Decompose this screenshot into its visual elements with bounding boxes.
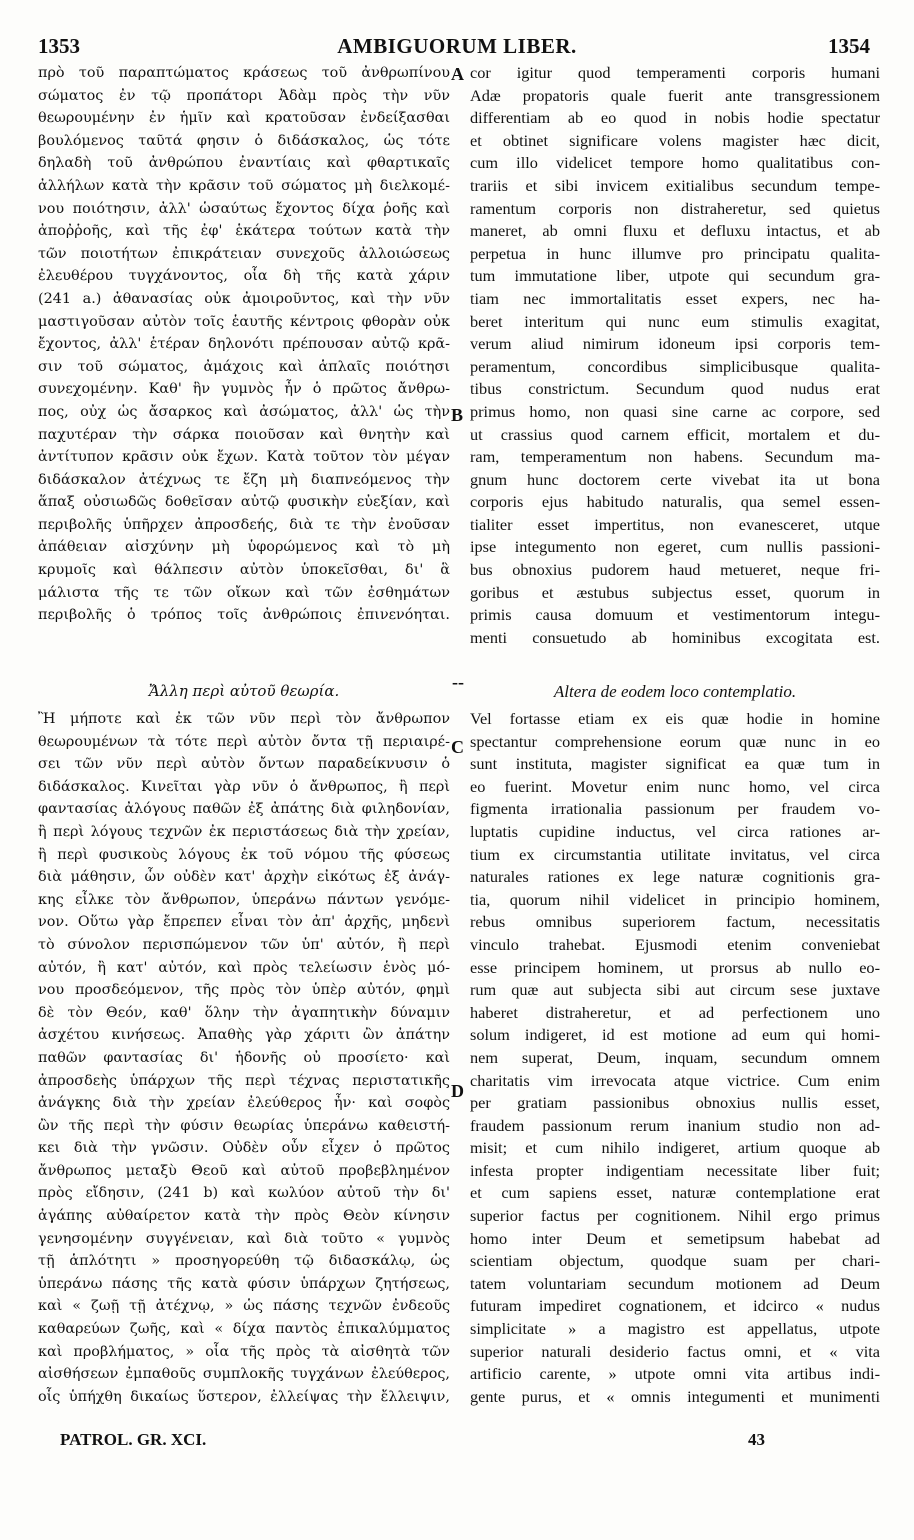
text-line: πος, οὐχ ὡς ἄσαρκος καὶ ἀσώματος, ἀλλ' ὡς τὴν <box>38 403 450 420</box>
text-line: tibus constrictum. Secundum quod nudus erat <box>470 379 880 399</box>
text-line: πρὸ τοῦ παραπτώματος κράσεως τοῦ ἀνθρωπίνου <box>38 65 450 81</box>
running-title: AMBIGUORUM LIBER. <box>337 34 577 58</box>
text-line: superior naturali desiderio factus omni, et « vita <box>470 1341 880 1361</box>
footer-volume: PATROL. GR. XCI. <box>60 1430 207 1449</box>
footer-signature: 43 <box>748 1430 765 1449</box>
text-line: misit; et cum nihilo indigeret, artium quoque ab <box>470 1138 880 1158</box>
text-line: differentiam ab eo quod in nobis hodie spectatur <box>470 108 880 128</box>
column-separator: -- <box>452 672 464 692</box>
text-line: primus homo, non quasi sine carne ac corpore, sed <box>470 401 880 421</box>
margin-marker-c: C <box>451 737 464 757</box>
text-line: cor igitur quod temperamenti corporis humani <box>470 63 880 82</box>
latin-column-top <box>470 62 880 649</box>
text-line: rebus omnibus superiorem factum, necessitatis <box>470 912 880 932</box>
text-line: διὰ μάθησιν, ὧν οὐδὲν κατ' ἀρχὴν εἰκότως ἐξ ἀνάγ- <box>38 869 450 886</box>
text-line: τὸ σύνολον περισπώμενον τῶν ὑπ' αὐτόν, ἢ περὶ <box>38 936 450 953</box>
text-line: artificio carente, » utpote omni vita artibus indi- <box>470 1364 880 1384</box>
text-line: τῇ ἁπλότητι » προσηγορεύθη τῷ διδασκάλῳ, ὡς <box>38 1253 450 1270</box>
text-line: κει διὰ τὴν γνῶσιν. Οὐδὲν οὖν εἶχεν ὁ πρῶτος <box>38 1140 450 1157</box>
text-line: tum immutatione liber, utpote qui secundum gra- <box>470 266 880 286</box>
text-line: per gratiam passionibus obnoxius nullis esset, <box>470 1093 880 1113</box>
text-line: ἀνάγκης διὰ τὴν χρείαν ἐλεύθερος ἦν· καὶ σοφὸς <box>38 1095 450 1112</box>
text-line: cum illo videlicet tempore homo qualitatibus con- <box>470 153 880 173</box>
text-line: spectantur comprehensione eorum quæ nunc in eo <box>470 731 880 751</box>
text-line: superior factus per cognitionem. Nihil ergo primus <box>470 1206 880 1226</box>
text-line: ἐλευθέρου τυγχάνοντος, οἷα δὴ τῆς κατὰ χάριν <box>38 268 450 285</box>
text-line: δηλαδὴ τοῦ ἀνθρώπου ἐναντίαις καὶ φθαρτικαῖς <box>38 155 450 172</box>
text-line: maneret, ab omni fluxu et defluxu intactus, et ab <box>470 221 880 241</box>
text-line: trariis et sibi invicem exitialibus secundum tempe- <box>470 175 880 195</box>
text-line: θεωρουμένων τὰ τότε περὶ αὐτὸν ὄντα τῇ περιαιρέ- <box>38 733 450 750</box>
text-line: οἷς ὑπήχθη δικαίως ὕστερον, ἐλλείψας τὴν ἔλλειψιν, <box>38 1388 450 1405</box>
left-page-number: 1353 <box>38 34 80 58</box>
text-line: futuram impediret cognationem, et idcirco « nudus <box>470 1296 880 1316</box>
text-line: Ἢ μήποτε καὶ ἐκ τῶν νῦν περὶ τὸν ἄνθρωπον <box>38 711 450 727</box>
text-line: σει τῶν νῦν περὶ αὐτὸν ὄντων παραδείκνυσιν ὁ <box>38 756 450 773</box>
text-line: tatem voluntariam secundum motionem ad Deum <box>470 1273 880 1293</box>
text-line: simplicitate » a magistro est appellatus, utpote <box>470 1319 880 1339</box>
latin-column-bottom <box>470 708 880 1408</box>
text-line: infesta propter indigentiam necessitate liber fuit; <box>470 1160 880 1180</box>
text-line: ἢ περὶ λόγους τεχνῶν ἐκ περιστάσεως διὰ τὴν χρείαν, <box>38 823 450 840</box>
text-line: tiam nec immortalitatis esset expers, nec ha- <box>470 288 880 308</box>
text-line: et cum sapiens esset, naturæ contemplatione erat <box>470 1183 880 1203</box>
greek-section-title: Ἄλλη περὶ αὐτοῦ θεωρία. <box>148 682 340 700</box>
text-line: haberet distraheretur, et ad perfectionem uno <box>470 1002 880 1022</box>
text-line: ramentum corporis non distraheretur, sed quietus <box>470 198 880 218</box>
text-line: Adæ propatoris quale fuerit ante transgressionem <box>470 85 880 105</box>
text-line: tia, quorum nihil videlicet in principio hominem, <box>470 889 880 909</box>
text-line: περιβολῆς ὁ τρόπος τοῖς ἀνθρώποις ἐπινενόηται. <box>38 607 450 624</box>
text-line: ἅπαξ οὐσιωδῶς δοθεῖσαν αὐτῷ φυσικὴν εὐεξίαν, καὶ <box>38 494 450 511</box>
text-line: θεωρουμένην ἐν ἡμῖν καὶ κρατοῦσαν ἐνδείξασθαι <box>38 110 450 127</box>
text-line: ὑπεράνω πάσης τῆς κατὰ φύσιν ὑπάρχων ζητήσεως, <box>38 1275 450 1292</box>
text-line: κρυμοῖς καὶ θάλπεσιν αὐτὸν ὑποκεῖσθαι, δι' ἃ <box>38 562 450 579</box>
text-line: κης εἶλκε τὸν ἄνθρωπον, ὑπεράνω πάντων γενόμε- <box>38 891 450 908</box>
text-line: ἀσχέτου κινήσεως. Ἀπαθὴς γὰρ χάριτι ὢν ἀπάτην <box>38 1027 450 1044</box>
text-line: αὐτόν, ἢ κατ' αὐτόν, καὶ πρὸς τελείωσιν ἑνὸς μό- <box>38 959 450 976</box>
text-line: solum indigeret, id est motione ad eum qui homi- <box>470 1025 880 1045</box>
text-line: ἀγάπης αὐθαίρετον κατὰ τὴν πρὸς Θεὸν κίνησιν <box>38 1208 450 1225</box>
text-line: τῶν ποιοτήτων ἐπικράτειαν συνεχοῦς ἀλλοιώσεως <box>38 245 450 262</box>
text-line: μαστιγοῦσαν αὐτὸν τοῖς ἑαυτῆς κέντροις φθορὰν οὐκ <box>38 313 450 330</box>
latin-section-title: Altera de eodem loco contemplatio. <box>553 682 797 701</box>
text-line: tialiter esset impertitus, non evanesceret, utque <box>470 514 880 534</box>
text-line: nem superat, Deum, inquam, secundum omnem <box>470 1047 880 1067</box>
text-line: gente purus, et « omnis integumenti et munimenti <box>470 1386 880 1406</box>
text-line: ἀποῤῥοῆς, καὶ τῆς ἐφ' ἑκάτερα τούτων κατὰ τὴν <box>38 223 450 240</box>
text-line: σιν τοῦ σώματος, ἀμάχοις καὶ ἁπλαῖς ποιότησι <box>38 358 450 375</box>
text-line: (241 a.) ἀθανασίας οὐκ ἀμοιροῦντος, καὶ τὴν νῦν <box>38 290 450 307</box>
text-line: καὶ « ζωῇ τῇ ἀτέχνῳ, » ὡς πάσης τεχνῶν ἐνδεοῦς <box>38 1298 450 1315</box>
text-line: διδάσκαλον ἀτέχνως τε ἔζη μὴ διαπνεόμενος τὴν <box>38 471 450 488</box>
text-line: συνεχομένην. Καθ' ἣν γυμνὸς ἦν ὁ πρῶτος ἄνθρω- <box>38 381 450 398</box>
text-line: primis causa domuum et vestimentorum integu- <box>470 605 880 625</box>
text-line: ἀλλήλων κατὰ τὴν κρᾶσιν τοῦ σώματος μὴ διελκομέ- <box>38 177 450 194</box>
text-line: homo inter Deum et semetipsum habebat ad <box>470 1228 880 1248</box>
text-line: fraudem passionum rerum inanium studio non ad- <box>470 1115 880 1135</box>
text-line: corporis ejus habitudo naturalis, qua semel essen- <box>470 492 880 512</box>
text-line: αἰσθήσεων ἐμπαθοῦς συμπλοκῆς τυγχάνων ἐλεύθερος, <box>38 1366 450 1383</box>
text-line: δὲ τὸν Θεόν, καθ' ὅλην τὴν ἀγαπητικὴν δύναμιν <box>38 1004 450 1021</box>
text-line: ἢ περὶ φυσικοὺς λόγους ἐκ τοῦ νόμου τῆς φύσεως <box>38 846 450 863</box>
text-line: Vel fortasse etiam ex eis quæ hodie in homine <box>470 709 880 728</box>
margin-marker-a: A <box>451 64 464 84</box>
text-line: καὶ προβλήματος, » οἷα τῆς πρὸς τὰ αἰσθητὰ τῶν <box>38 1343 450 1360</box>
text-line: ἔχοντος, ἀλλ' ἑτέραν δηλονότι πρέπουσαν αὐτῷ κρᾶ- <box>38 336 450 353</box>
text-line: σώματος ἐν τῷ προπάτορι Ἀδὰμ πρὸς τὴν νῦν <box>38 87 450 104</box>
text-line: et obtinet significare volens magister hæc dicit, <box>470 130 880 150</box>
text-line: παχυτέραν τὴν σάρκα ποιοῦσαν καὶ θνητὴν καὶ <box>38 426 450 443</box>
text-line: luptatis cupidine inductus, vel circa rationes ar- <box>470 821 880 841</box>
greek-column-top <box>38 62 450 627</box>
text-line: tium ex circumstantia utilitate invitatus, vel circa <box>470 844 880 864</box>
text-line: beret interitum qui nunc eum stimulis exagitat, <box>470 311 880 331</box>
greek-column-bottom <box>38 708 450 1408</box>
text-line: ἄνθρωπος μεταξὺ Θεοῦ καὶ αὐτοῦ προβεβλημένον <box>38 1162 450 1179</box>
text-line: peramentum, concordibus simplicibusque qualita- <box>470 356 880 376</box>
text-line: perpetua in hunc illumve pro principatu qualita- <box>470 243 880 263</box>
text-line: νου ποιότησιν, ἀλλ' ὡσαύτως ἔχοντος δίχα ῥοῆς καὶ <box>38 200 450 217</box>
right-page-number: 1354 <box>828 34 870 58</box>
text-line: ἀπροσδεὴς ὑπάρχων τῆς περὶ τέχνας περιστατικῆς <box>38 1072 450 1089</box>
text-line: vinculo trahebat. Ejusmodi etenim conveniebat <box>470 934 880 954</box>
text-line: νου προσδεόμενον, τῆς πρὸς τὸν ὑπὲρ αὐτόν, φημὶ <box>38 982 450 999</box>
text-line: παθῶν φαντασίας δι' ἡδονῆς οὐ προσίετο· καὶ <box>38 1049 450 1066</box>
text-line: naturales rationes ex lege naturæ cognitionis gra- <box>470 867 880 887</box>
text-line: goribus et æstubus subjectus esset, quorum in <box>470 582 880 602</box>
text-line: βουλόμενος ταῦτά φησιν ὁ διδάσκαλος, ὡς τότε <box>38 132 450 149</box>
text-line: ut crassius quod carnem efficit, mortalem et du- <box>470 424 880 444</box>
text-line: πρὸς εἴδησιν, (241 b) καὶ κωλύον αὐτοῦ τὴν δι' <box>38 1185 450 1202</box>
text-line: φαντασίας ἀλόγους παθῶν ἐξ ἀπάτης διὰ φιληδονίαν, <box>38 801 450 818</box>
text-line: eo fuerint. Movetur enim nunc homo, vel circa <box>470 776 880 796</box>
margin-marker-d: D <box>451 1081 464 1101</box>
text-line: sunt instituta, magister significat ea quæ tum in <box>470 754 880 774</box>
text-line: νον. Οὕτω γὰρ ἔπρεπεν εἶναι τὸν ἀπ' ἀρχῆς, μηδενὶ <box>38 914 450 931</box>
text-line: γενησομένην συγγένειαν, καὶ διὰ τοῦτο « γυμνὸς <box>38 1230 450 1247</box>
margin-marker-b: B <box>451 405 464 425</box>
text-line: charitatis vim irrevocata atque victrice. Cum enim <box>470 1070 880 1090</box>
text-line: διδάσκαλος. Κινεῖται γὰρ νῦν ὁ ἄνθρωπος, ἢ περὶ <box>38 778 450 795</box>
text-line: περιβολῆς ὑπῆρχεν ἀπροσδεής, διὰ τε τὴν ἐνοῦσαν <box>38 516 450 533</box>
text-line: figmenta irrationalia passionum per fraudem vo- <box>470 799 880 819</box>
text-line: verum aliud nimirum idoneum ipsi corporis tem- <box>470 334 880 354</box>
text-line: μάλιστα τῆς τε τῶν οἴκων καὶ τῶν ἐσθημάτων <box>38 584 450 601</box>
text-line: scientiam objectum, quodque suam per chari- <box>470 1251 880 1271</box>
text-line: ἀπάθειαν αἰσχύνην μὴ ὑφορώμενος καὶ τὸ μὴ <box>38 539 450 556</box>
text-line: bus obnoxius pudorem haud metueret, neque fri- <box>470 560 880 580</box>
text-line: rum quæ aut subjecta sibi aut circum sese juxtave <box>470 980 880 1000</box>
text-line: ram, temperamentum non habens. Secundum ma- <box>470 447 880 467</box>
text-line: menti consuetudo ab hominibus excogitata est. <box>470 627 880 647</box>
text-line: ipse integumento non egeret, cum nullis passioni- <box>470 537 880 557</box>
text-line: καθαρεύων ζωῆς, καὶ « δίχα παντὸς ἐπικαλύμματος <box>38 1321 450 1338</box>
text-line: ὢν τῆς περὶ τὴν φύσιν θεωρίας ὑπεράνω καθειστή- <box>38 1117 450 1134</box>
text-line: ἀντίτυπον κρᾶσιν οὐκ ἔχων. Κατὰ τοῦτον τὸν μέγαν <box>38 449 450 466</box>
text-line: esse principem hominem, ut prorsus ab nullo eo- <box>470 957 880 977</box>
text-line: gnum hunc doctorem certe vivebat ita ut bona <box>470 469 880 489</box>
